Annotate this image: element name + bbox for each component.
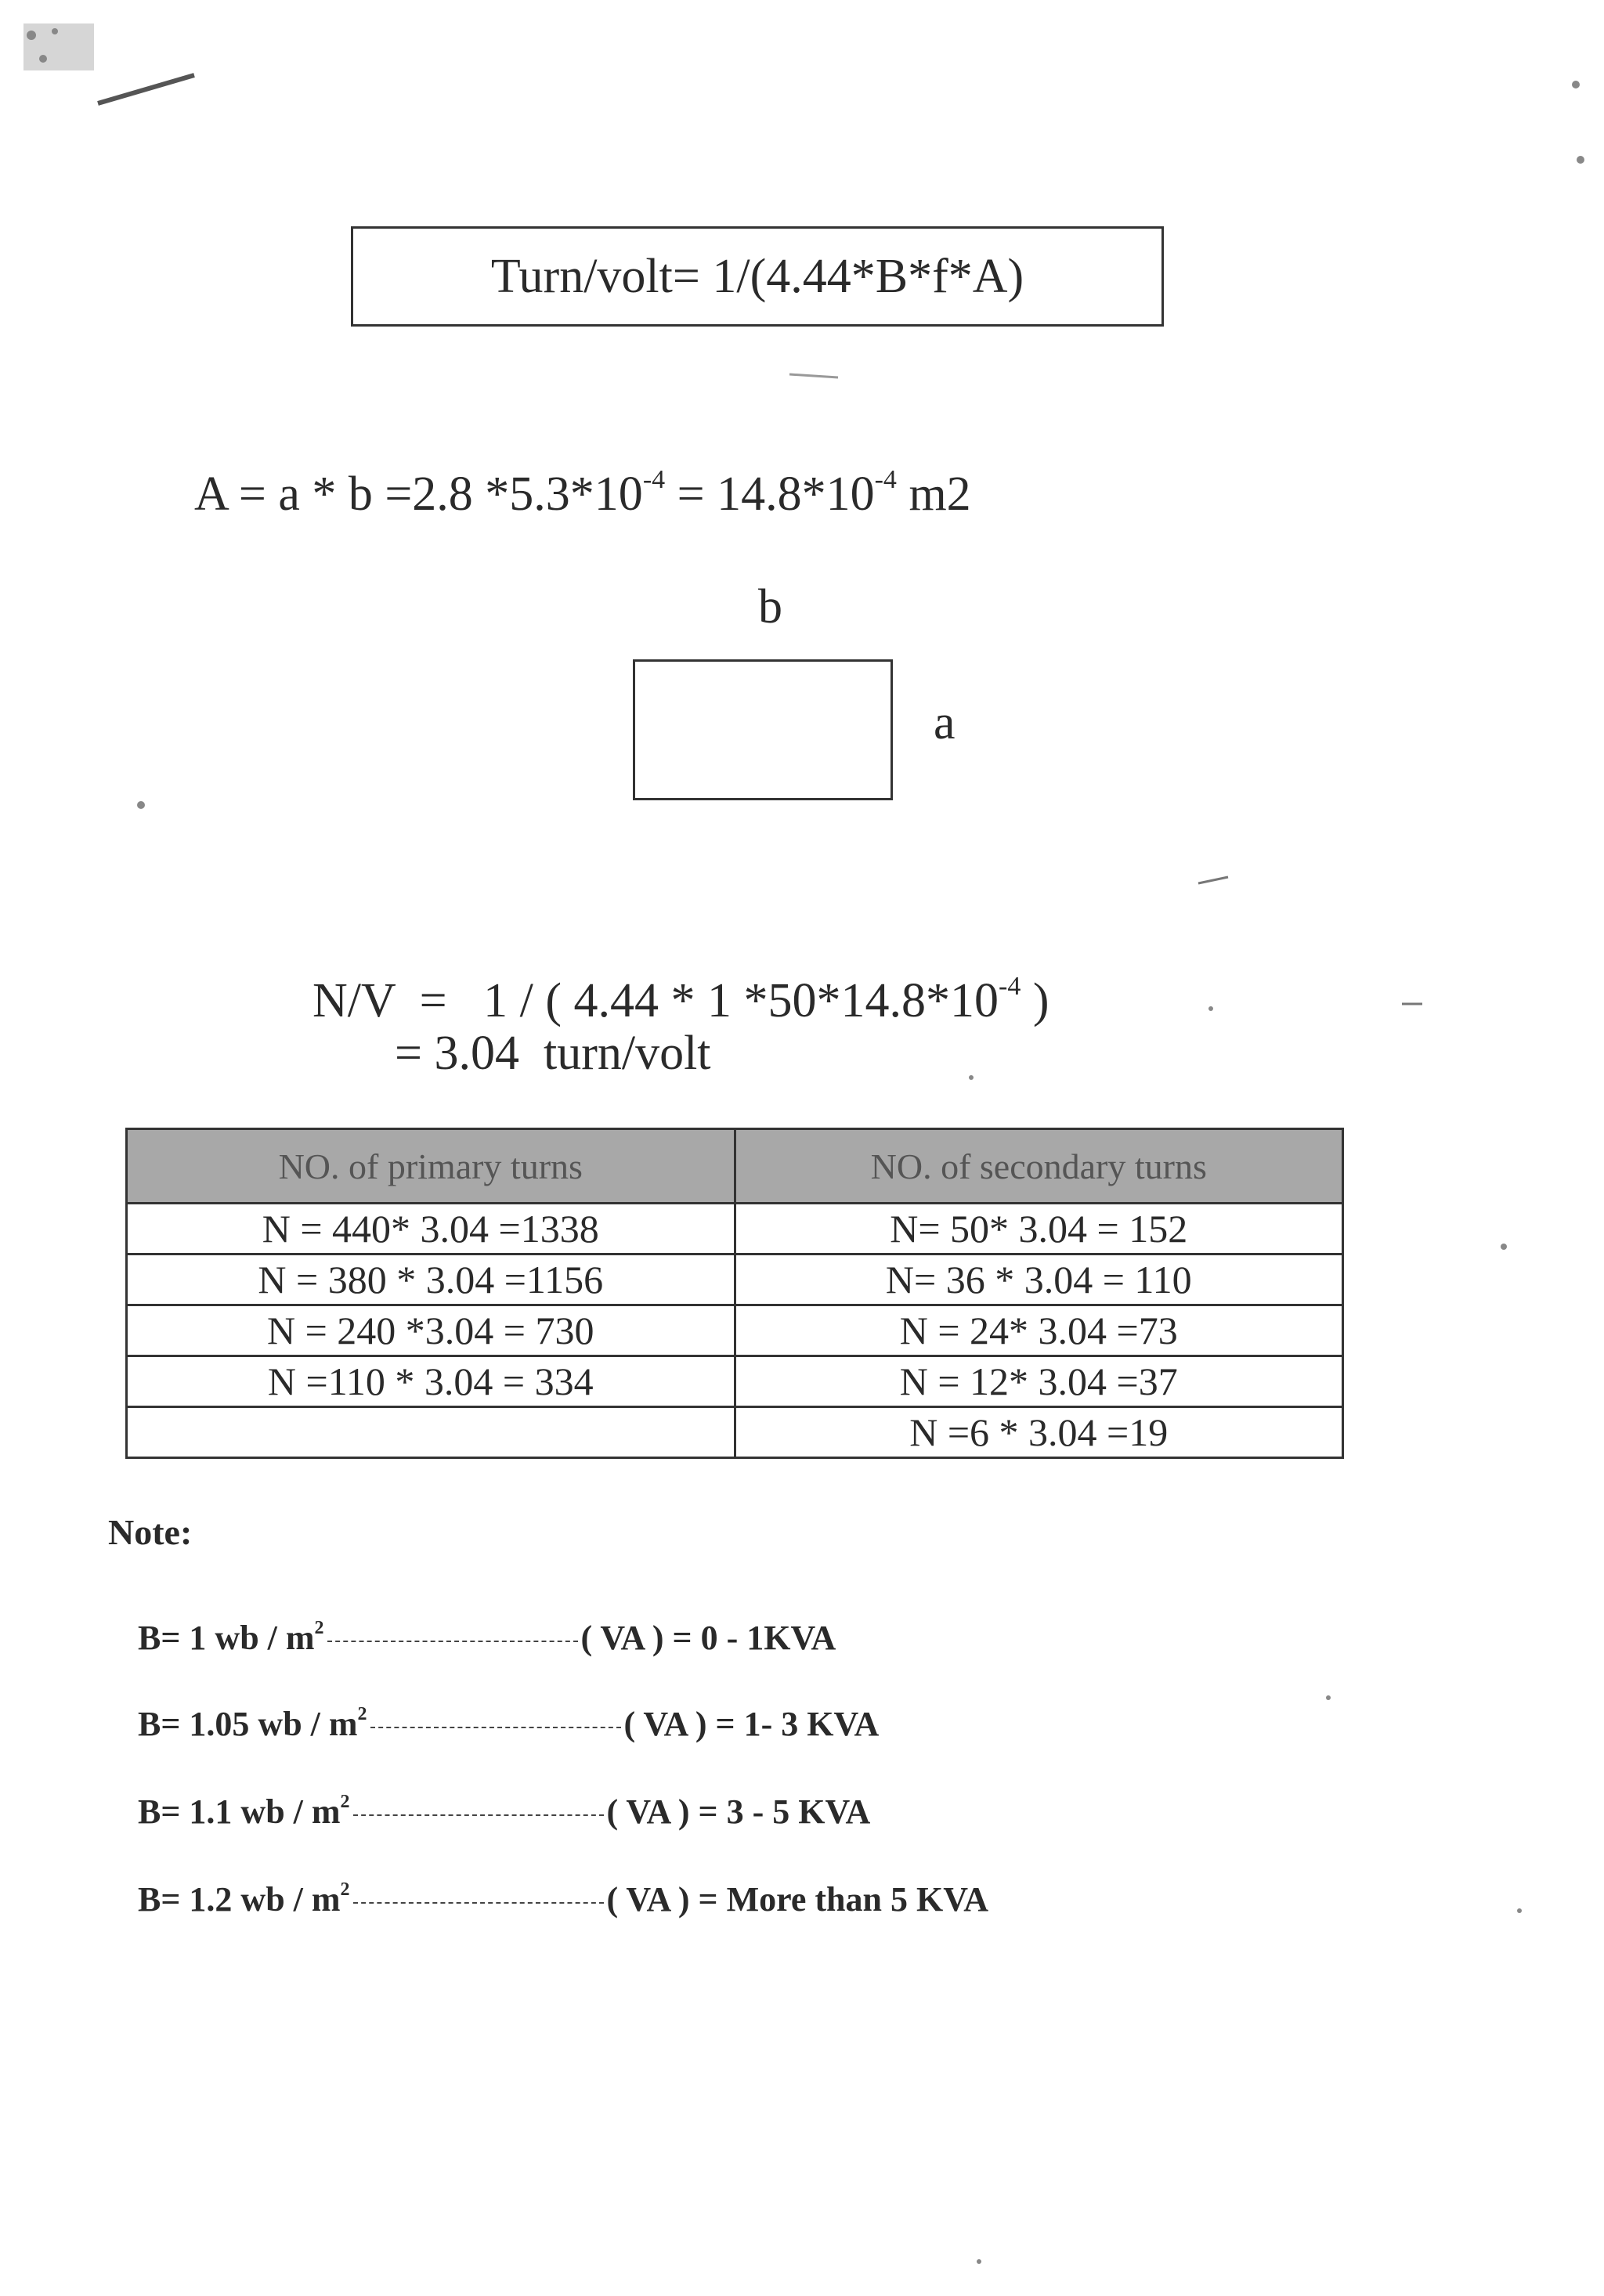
note-sup: 2 [340, 1792, 350, 1812]
nv-eq-rhs: ) [1021, 974, 1049, 1027]
secondary-cell: N = 12* 3.04 =37 [735, 1356, 1343, 1407]
diagram-label-a: a [934, 696, 956, 749]
formula-text: Turn/volt= 1/(4.44*B*f*A) [490, 249, 1024, 303]
note-sup: 2 [314, 1618, 324, 1638]
nv-eq-lhs: N/V = 1 / ( 4.44 * 1 *50*14.8*10 [312, 974, 999, 1027]
area-eq-lhs: A = a * b =2.8 *5.3*10 [194, 468, 643, 521]
table-row [127, 1254, 1343, 1305]
note-leader [353, 1902, 604, 1904]
note-va: ( VA ) = 3 - 5 KVA [606, 1792, 871, 1831]
turns-table [125, 1128, 1344, 1459]
area-eq-rhs: m2 [896, 468, 971, 521]
nv-eq-exp: -4 [999, 972, 1021, 1001]
header-primary-turns: NO. of primary turns [127, 1129, 735, 1204]
table-row [127, 1204, 1343, 1254]
primary-cell: N = 380 * 3.04 =1156 [127, 1254, 735, 1305]
turns-per-volt-result: = 3.04 turn/volt [395, 1027, 711, 1080]
primary-cell [127, 1407, 735, 1458]
diagram-label-b: b [758, 580, 782, 634]
turns-per-volt-formula [351, 226, 1164, 327]
note-va: ( VA ) = More than 5 KVA [606, 1880, 989, 1919]
note-flux: B= 1 wb / m [138, 1619, 315, 1657]
note-item [138, 1792, 870, 1832]
primary-cell: N = 240 *3.04 = 730 [127, 1305, 735, 1356]
note-item [138, 1704, 879, 1744]
area-eq-exp1: -4 [642, 465, 666, 494]
note-leader [370, 1727, 621, 1728]
secondary-cell: N= 50* 3.04 = 152 [735, 1204, 1343, 1254]
note-va: ( VA ) = 1- 3 KVA [623, 1705, 880, 1743]
core-cross-section-diagram [633, 659, 893, 800]
note-sup: 2 [357, 1704, 367, 1724]
note-sup: 2 [340, 1879, 350, 1900]
note-item [138, 1618, 836, 1658]
note-title: Note: [108, 1512, 193, 1552]
note-va: ( VA ) = 0 - 1KVA [580, 1619, 836, 1657]
table-row [127, 1305, 1343, 1356]
secondary-cell: N= 36 * 3.04 = 110 [735, 1254, 1343, 1305]
table-row [127, 1356, 1343, 1407]
area-eq-exp2: -4 [874, 465, 897, 494]
secondary-cell: N = 24* 3.04 =73 [735, 1305, 1343, 1356]
note-flux: B= 1.1 wb / m [138, 1792, 341, 1831]
note-leader [353, 1814, 604, 1816]
secondary-cell: N =6 * 3.04 =19 [735, 1407, 1343, 1458]
header-secondary-turns: NO. of secondary turns [735, 1129, 1343, 1204]
primary-cell: N = 440* 3.04 =1338 [127, 1204, 735, 1254]
note-item [138, 1879, 988, 1919]
table-row [127, 1407, 1343, 1458]
primary-cell: N =110 * 3.04 = 334 [127, 1356, 735, 1407]
note-flux: B= 1.05 wb / m [138, 1705, 358, 1743]
note-flux: B= 1.2 wb / m [138, 1880, 341, 1919]
table-header-row [127, 1129, 1343, 1204]
note-leader [327, 1641, 578, 1642]
area-eq-mid: = 14.8*10 [665, 468, 875, 521]
nv-equation [288, 918, 1049, 1029]
area-equation [194, 467, 971, 522]
